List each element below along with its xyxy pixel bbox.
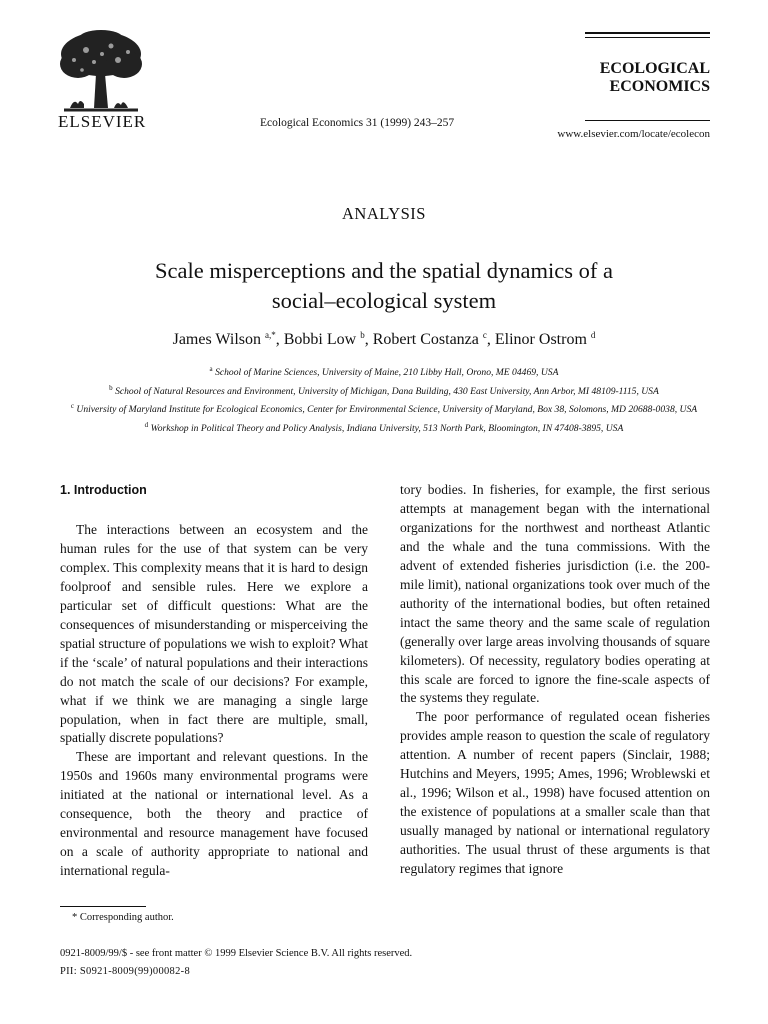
affiliation: [40, 418, 728, 437]
body-paragraph: The interactions between an ecosystem and the human rules for the use of that system can be very complex. This complexity means that it is hard to design foolproof and sensible rules. Here we explore a particular set of difficult questions: What are the consequences of misunderstanding or misperceiving the spatial structure of populations we wish to exploit? What if the ‘scale’ of natural populations and their interactions do not match the scale of our decisions? For example, what if we think we are managing a single large population, when in fact there are multiple, small, spatially discrete populations?: [60, 522, 368, 746]
affiliation: [40, 399, 728, 418]
affiliation-text: School of Marine Sciences, University of Maine, 210 Libby Hall, Orono, ME 04469, USA: [215, 367, 559, 378]
journal-rule-bottom: [585, 120, 710, 121]
title-line-2: social–ecological system: [271, 288, 497, 313]
pii-line: PII: S0921-8009(99)00082-8: [60, 966, 191, 977]
author-marks: d: [590, 330, 596, 340]
affiliation-text: Workshop in Political Theory and Policy Analysis, Indiana University, 513 North Park, Bloomington, IN 47408-3895, USA: [150, 422, 624, 434]
affiliation-mark: b: [109, 383, 113, 392]
author-marks: a,*: [264, 330, 276, 340]
affiliation-mark: c: [70, 402, 74, 410]
journal-name-line2: ECONOMICS: [609, 78, 710, 95]
journal-rule-top-thin: [585, 37, 710, 38]
affiliation-mark: a: [209, 365, 213, 373]
footnote-rule: [60, 906, 146, 907]
author-name: Elinor Ostrom: [494, 331, 587, 348]
author-marks: b: [360, 330, 365, 340]
affiliation: [40, 362, 728, 381]
article-title: [80, 256, 688, 316]
journal-citation: Ecological Economics 31 (1999) 243–257: [260, 117, 455, 129]
body-paragraph: These are important and relevant questions. In the 1950s and 1960s many environmental programs were initiated at the national or international level. As a consequence, both the theory and practice of environmental and resource management have focused on a scale of authority appropriate to national and international regula-: [60, 749, 368, 879]
affiliation-mark: d: [144, 420, 149, 429]
body-column-right: [400, 481, 710, 879]
journal-rule-top: [585, 32, 710, 34]
affiliation-text: School of Natural Resources and Environment, University of Michigan, Dana Building, 430 East University, Ann Arbor, MI 48109-1115, USA: [115, 385, 659, 397]
publisher-name: ELSEVIER: [58, 112, 147, 131]
author-name: Bobbi Low: [283, 331, 357, 348]
author-name: Robert Costanza: [372, 331, 479, 348]
elsevier-tree-logo: [56, 30, 146, 112]
author-list: James Wilson $^{a,*}$, Bobbi Low $^b$, Robert Costanza $^c$, Elinor Ostrom $^d$: [172, 330, 596, 348]
journal-name: [585, 60, 710, 96]
title-line-1: Scale misperceptions and the spatial dynamics of a: [155, 258, 613, 283]
journal-url: www.elsevier.com/locate/ecolecon: [557, 128, 710, 140]
affiliation-list: [40, 362, 728, 436]
author-marks: c: [482, 330, 487, 340]
section-heading: 1. Introduction: [60, 483, 147, 497]
affiliation: [40, 381, 728, 400]
affiliation-text: University of Maryland Institute for Ecological Economics, Center for Environmental Science, University of Maryland, Box 38, Solomons, MD 20688-0038, USA: [76, 404, 698, 415]
copyright-line: 0921-8009/99/$ - see front matter © 1999 Elsevier Science B.V. All rights reserved.: [60, 948, 413, 959]
section-label: ANALYSIS: [342, 204, 426, 223]
body-paragraph-continued: tory bodies. In fisheries, for example, the first serious attempts at management began with the international organizations for the northwest and northeast Atlantic and the whale and the tuna commissions. With the advent of extended fisheries jurisdiction (i.e. the 200-mile limit), national organizations took over much of the authority of the international bodies, but often retained intact the same theory and the same scale of regulation (generally over large areas involving thousands of square kilometers). Of necessity, regulatory bodies operating at this scale are forced to ignore the fine-scale aspects of the systems they regulate.: [400, 482, 710, 706]
body-paragraph: The poor performance of regulated ocean fisheries provides ample reason to question the scale of regulatory attention. A number of recent papers (Sinclair, 1988; Hutchins and Meyers, 1995; Ames, 1996; Wroblewski et al., 1996; Wilson et al., 1998) have focused attention on the existence of populations at a smaller scale than that usually managed by national or international regulatory authorities. The usual thrust of these arguments is that regulatory regimes that ignore: [400, 709, 710, 877]
author-name: James Wilson: [172, 331, 261, 348]
journal-name-line1: ECOLOGICAL: [599, 60, 710, 77]
footnote: * Corresponding author.: [72, 912, 174, 923]
body-column-left: [60, 521, 368, 881]
